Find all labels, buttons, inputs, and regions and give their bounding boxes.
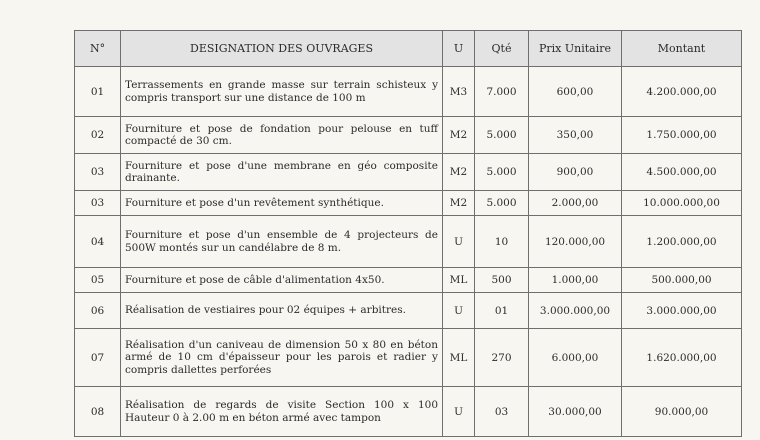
row-number: 03: [75, 191, 121, 216]
table-row: [75, 268, 742, 293]
row-unit: ML: [443, 268, 475, 293]
row-amount: 1.750.000,00: [622, 117, 742, 154]
table-row: [75, 329, 742, 387]
row-unit-price: 1.000,00: [529, 268, 622, 293]
row-quantity: 500: [475, 268, 529, 293]
row-unit-price: 900,00: [529, 154, 622, 191]
row-amount: 1.620.000,00: [622, 329, 742, 387]
row-quantity: 7.000: [475, 67, 529, 117]
table-row: [75, 387, 742, 437]
row-number: 08: [75, 387, 121, 437]
row-unit-price: 30.000,00: [529, 387, 622, 437]
row-unit: U: [443, 387, 475, 437]
row-unit-price: 2.000,00: [529, 191, 622, 216]
table-header-row: [75, 31, 742, 67]
table-row: [75, 216, 742, 268]
row-number: 02: [75, 117, 121, 154]
row-unit: M3: [443, 67, 475, 117]
header-number: N°: [75, 31, 121, 67]
row-unit-price: 3.000.000,00: [529, 293, 622, 329]
row-quantity: 5.000: [475, 191, 529, 216]
header-quantity: Qté: [475, 31, 529, 67]
row-designation: Terrassements en grande masse sur terrain schisteux y compris transport sur une distance de 100 m: [121, 67, 443, 117]
row-quantity: 5.000: [475, 154, 529, 191]
row-unit: U: [443, 293, 475, 329]
row-unit: U: [443, 216, 475, 268]
row-amount: 1.200.000,00: [622, 216, 742, 268]
row-quantity: 10: [475, 216, 529, 268]
row-unit-price: 350,00: [529, 117, 622, 154]
row-designation: Réalisation d'un caniveau de dimension 50 x 80 en béton armé de 10 cm d'épaisseur pour les parois et radier y compris dallettes perforées: [121, 329, 443, 387]
row-unit-price: 120.000,00: [529, 216, 622, 268]
row-number: 01: [75, 67, 121, 117]
row-amount: 4.500.000,00: [622, 154, 742, 191]
table-row: [75, 154, 742, 191]
row-designation: Réalisation de regards de visite Section 100 x 100 Hauteur 0 à 2.00 m en béton armé avec tampon: [121, 387, 443, 437]
row-amount: 3.000.000,00: [622, 293, 742, 329]
row-designation: Fourniture et pose d'une membrane en géo composite drainante.: [121, 154, 443, 191]
row-amount: 4.200.000,00: [622, 67, 742, 117]
header-unit-price: Prix Unitaire: [529, 31, 622, 67]
row-designation: Fourniture et pose d'un ensemble de 4 projecteurs de 500W montés sur un candélabre de 8 m.: [121, 216, 443, 268]
row-quantity: 03: [475, 387, 529, 437]
row-designation: Fourniture et pose de fondation pour pelouse en tuff compacté de 30 cm.: [121, 117, 443, 154]
row-number: 04: [75, 216, 121, 268]
row-unit: M2: [443, 117, 475, 154]
row-unit: M2: [443, 191, 475, 216]
header-unit: U: [443, 31, 475, 67]
row-designation: Fourniture et pose de câble d'alimentation 4x50.: [121, 268, 443, 293]
estimate-table: [74, 30, 742, 437]
row-designation: Fourniture et pose d'un revêtement synthétique.: [121, 191, 443, 216]
table-row: [75, 293, 742, 329]
row-amount: 10.000.000,00: [622, 191, 742, 216]
row-number: 05: [75, 268, 121, 293]
table-row: [75, 67, 742, 117]
table-row: [75, 117, 742, 154]
row-designation: Réalisation de vestiaires pour 02 équipes + arbitres.: [121, 293, 443, 329]
row-unit: M2: [443, 154, 475, 191]
estimate-document: [74, 30, 741, 437]
table-row: [75, 191, 742, 216]
row-quantity: 01: [475, 293, 529, 329]
row-amount: 90.000,00: [622, 387, 742, 437]
row-unit-price: 600,00: [529, 67, 622, 117]
header-amount: Montant: [622, 31, 742, 67]
row-number: 03: [75, 154, 121, 191]
row-quantity: 5.000: [475, 117, 529, 154]
row-unit: ML: [443, 329, 475, 387]
row-amount: 500.000,00: [622, 268, 742, 293]
row-number: 07: [75, 329, 121, 387]
row-number: 06: [75, 293, 121, 329]
row-unit-price: 6.000,00: [529, 329, 622, 387]
row-quantity: 270: [475, 329, 529, 387]
header-designation: DESIGNATION DES OUVRAGES: [121, 31, 443, 67]
